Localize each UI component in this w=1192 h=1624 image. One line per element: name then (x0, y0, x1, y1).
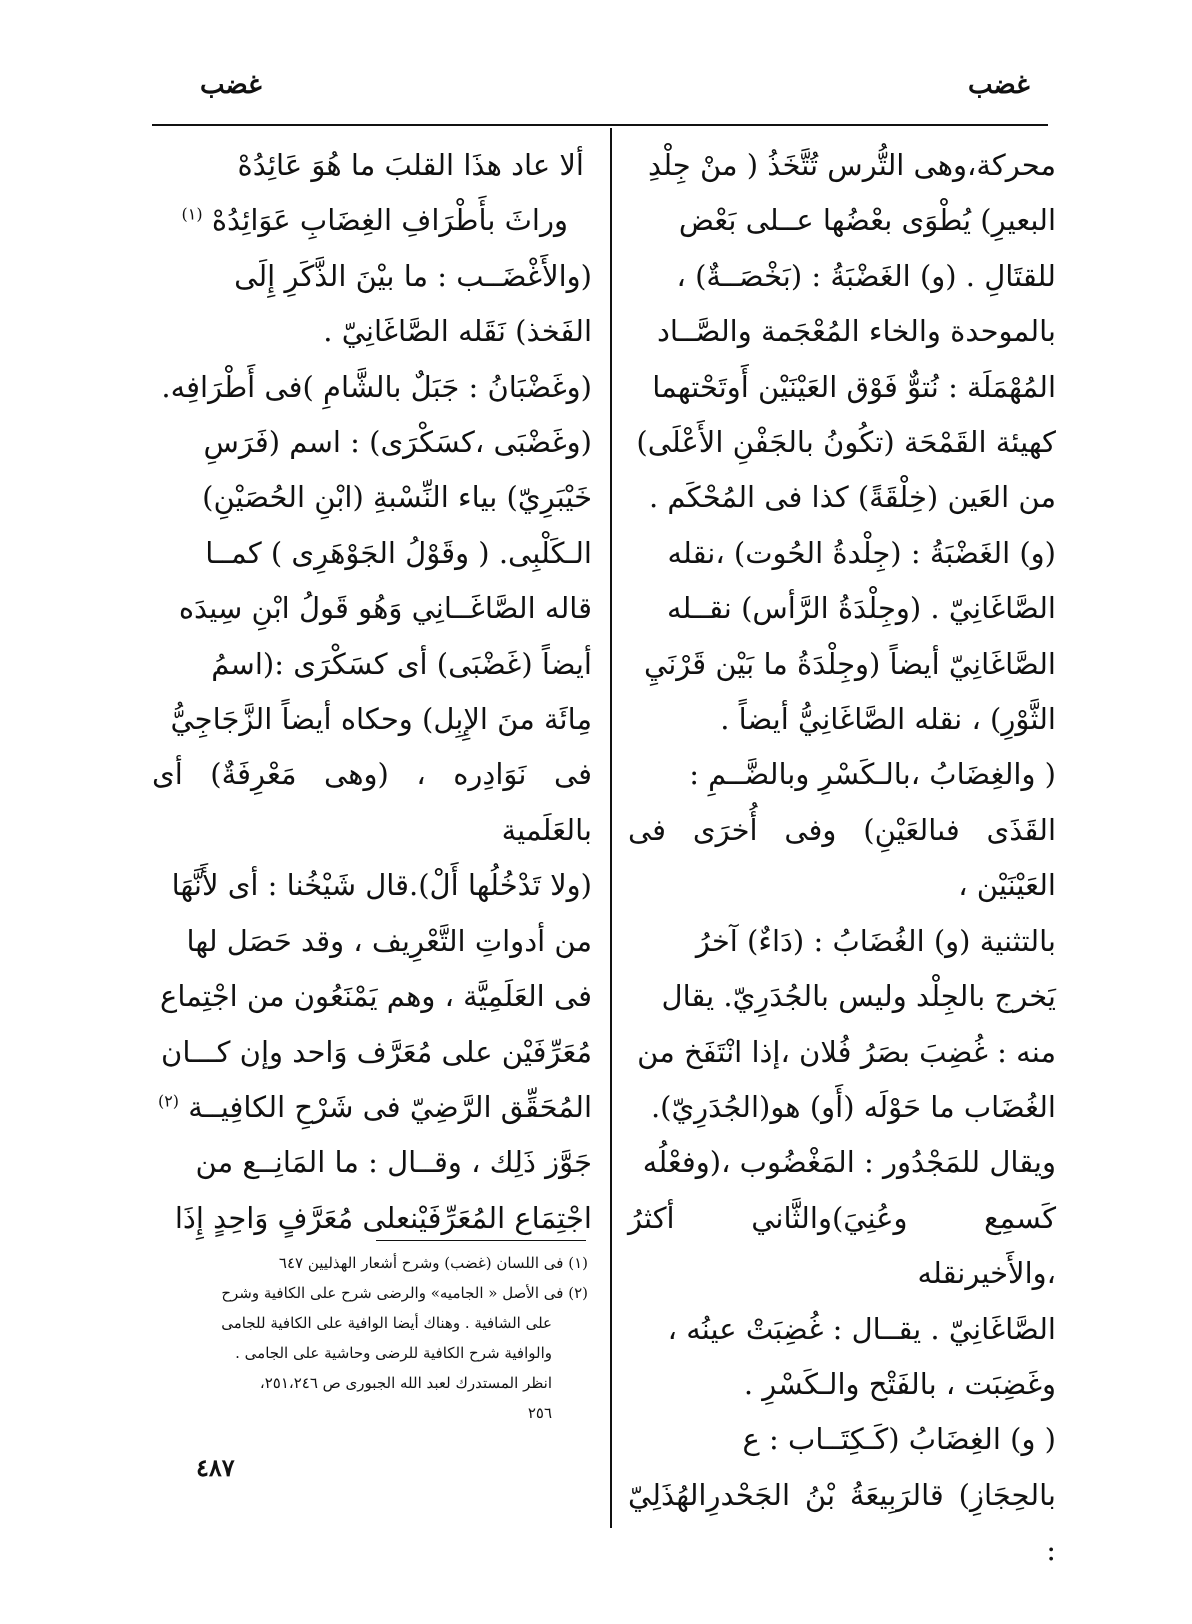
text-line: ويقال للمَجْدُور : المَغْضُوب ،(وفعْلُه (642, 1145, 1056, 1180)
text-line: المُهْمَلَة : نُتوٌّ فَوْق العَيْنَيْن أَوتَحْتهما (652, 369, 1056, 404)
running-head-left: غضب (200, 70, 262, 100)
text-line: خَيْبَرِيّ) بياء النِّسْبةِ (ابْنِ الحُصَيْنِ) (202, 480, 592, 515)
footnote-rule (376, 1240, 586, 1241)
text-line: (والأَغْضَــب : ما بيْنَ الذَّكَرِ إِلَى (234, 258, 592, 293)
footnote-marker: (٢) (157, 1091, 180, 1111)
text-line: الصَّاغَانِيّ أيضاً (وجِلْدَةُ ما بَيْن قَرْنَيِ (644, 646, 1056, 681)
text-line: فى نَوَادِره ، (وهى مَعْرِفَةٌ) أى بالعَلَمية (152, 757, 592, 847)
text-line: الصَّاغَانِيّ . يقــال : غُضِبَتْ عينُه ، (667, 1311, 1056, 1346)
text-line: الصَّاغَانِيّ . (وجِلْدَةُ الرَّأس) نقــله (666, 591, 1056, 626)
text-line: فى العَلَمِيَّة ، وهم يَمْنَعُون من اجْتِماع (160, 979, 592, 1014)
text-line: محركة،وهى التُّرس تُتَّخَذُ ( منْ جِلْدِ (647, 148, 1056, 182)
footnote-continuation: انظر المستدرك لعبد الله الجبورى ص ٢٥١،٢٤٦، (259, 1374, 552, 1392)
column-divider (610, 128, 612, 1528)
right-text-column (628, 138, 1056, 1579)
text-line: جَوَّز ذَلِك ، وقــال : ما المَانِــع من (195, 1145, 592, 1180)
text-line: (و) الغَضْبَةُ : (جِلْدةُ الحُوت) ،نقله (667, 535, 1056, 570)
text-line: الثَّوْرِ) ، نقله الصَّاغَانِيُّ أيضاً . (720, 702, 1056, 737)
text-line: الـكَلْبِى. ( وقَوْلُ الجَوْهَرِى ) كمــا (205, 535, 592, 570)
footnote: (١) فى اللسان (غضب) وشرح أشعار الهذليين ٦٤٧ (278, 1254, 588, 1272)
footnotes (158, 1248, 588, 1428)
text-line: أيضاً (غَضْبَى) أى كسَكْرَى :(اسمُ (211, 646, 592, 681)
verse-text: وراثَ بأَطْرَافِ الغِضَابِ عَوَائِدُهْ (211, 203, 568, 238)
footnote-continuation: على الشافية . وهناك أيضا الوافية على الكافية للجامى (221, 1314, 552, 1332)
text-line: للقتَالِ . (و) الغَضْبَةُ : (بَخْصَــةٌ) ، (676, 258, 1056, 293)
running-head-right: غضب (968, 70, 1030, 100)
text-line: وغَضِبَت ، بالفَتْح والـكَسْرِ . (743, 1366, 1056, 1401)
text-line: بالموحدة والخاء المُعْجَمة والصَّــاد (656, 314, 1056, 349)
text-line: الفَخذ) نَقَله الصَّاغَانِيّ . (323, 314, 592, 349)
text-line: مِائَة منَ الإِبِل) وحكاه أيضاً الزَّجَاجِيُّ (170, 702, 592, 737)
footnote: (٢) فى الأصل « الجاميه» والرضى شرح على الكافية وشرح (221, 1284, 588, 1302)
text-line: كَسمِع وعُنِيَ)والثَّاني أكثرُ ،والأَخيرنقله (628, 1200, 1056, 1291)
verse-line: ألا عاد هذَا القلبَ ما هُوَ عَائِدُهْ (237, 148, 584, 182)
page-number: ٤٨٧ (196, 1453, 235, 1482)
footnote-continuation: والوافية شرح الكافية للرضى وحاشية على الجامى . (235, 1344, 552, 1362)
footnote-continuation: ٢٥٦ (527, 1404, 552, 1422)
text-line: (ولا تَدْخُلُها أَلْ).قال شَيْخُنا : أى لأَنَّهَا (171, 868, 592, 903)
text-line: ( و) الغِضَابُ (كَـكِتَــاب : ع (742, 1422, 1056, 1457)
text-line: (وغَضْبَانُ : جَبَلٌ بالشَّامِ )فى أَطْرَافِه. (161, 369, 592, 404)
text-line: البعيرِ) يُطْوَى بعْضُها عــلى بَعْض (678, 203, 1056, 238)
text-line: من أدواتِ التَّعْرِيف ، وقد حَصَل لها (186, 923, 592, 958)
text-line: (وغَضْبَى ،كسَكْرَى) : اسم (فَرَسِ (203, 425, 592, 460)
text-line: بالحِجَازِ) قالرَبِيعَةُ بْنُ الجَحْدرِالهُذَلِيّ : (628, 1477, 1056, 1568)
text-line (152, 1080, 592, 1135)
text-line: قاله الصَّاغَــانِي وَهُو قَولُ ابْنِ سِيدَه (178, 591, 592, 626)
left-text-column (152, 138, 592, 1246)
text-line: منه : غُضِبَ بصَرُ فُلان ،إذا انْتَفَخ من (637, 1034, 1056, 1069)
footnote-marker: (١) (181, 204, 203, 224)
verse-line (152, 193, 592, 248)
text-segment: المُحَقِّق الرَّضِيّ فى شَرْحِ الكافِيــة (188, 1089, 592, 1124)
text-line: من العَين (خِلْقَةً) كذا فى المُحْكَم . (648, 480, 1056, 515)
text-line: يَخرج بالجِلْد وليس بالجُدَرِيّ. يقال (661, 979, 1056, 1014)
text-line: الغُضَاب ما حَوْلَه (أَو) هو(الجُدَرِيّ). (650, 1089, 1056, 1124)
text-line: بالتثنية (و) الغُضَابُ : (دَاءٌ) آخرُ (695, 923, 1056, 958)
text-line: القَذَى فىالعَيْنِ) وفى أُخرَى فى العَيْنَيْن ، (628, 812, 1056, 903)
text-line: مُعَرِّفَيْن على مُعَرَّف وَاحد وإن كـــان (161, 1034, 592, 1069)
header-rule (152, 124, 1048, 126)
text-line: ( والغِضَابُ ،بالـكَسْرِ وبالضَّــمِ : (689, 757, 1056, 792)
text-line: اجْتِمَاع المُعَرِّفَيْنعلى مُعَرَّفٍ وَاحِدٍ إِذَا (174, 1200, 592, 1235)
text-line: كهيئة القَمْحَة (تكُونُ بالجَفْنِ الأَعْلَى) (636, 425, 1056, 460)
